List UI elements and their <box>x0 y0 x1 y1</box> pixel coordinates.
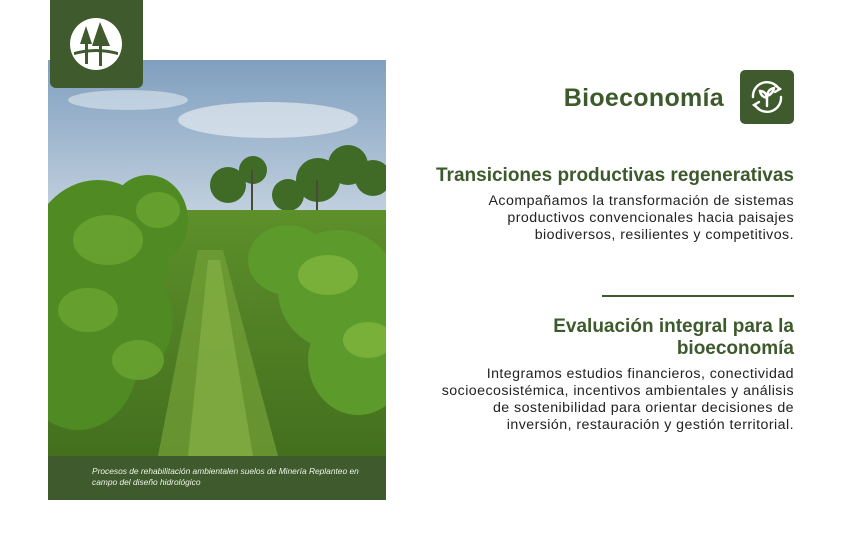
recycle-sprout-icon <box>745 75 789 119</box>
section-title: Evaluación integral para la bioeconomía <box>553 316 794 359</box>
page-title: Bioeconomía <box>563 84 724 112</box>
logo-tab <box>50 0 143 88</box>
section-title: Transiciones productivas regenerativas <box>436 165 794 186</box>
section-regenerative-transitions <box>434 165 794 244</box>
field-landscape-image <box>48 60 386 500</box>
tree-logo-icon <box>66 16 126 72</box>
section-body: Integramos estudios financieros, conectividad socioecosistémica, incentivos ambientales y análisis de sostenibilidad para orientar decisiones de inversión, restauración y gestión territorial. <box>441 366 794 433</box>
photo-caption: Procesos de rehabilitación ambientalen suelos de Minería Replanteo en campo del diseño hidrológico <box>48 456 386 500</box>
field-photo <box>48 60 386 500</box>
section-divider <box>602 295 794 297</box>
section-integral-evaluation <box>434 316 794 434</box>
section-body: Acompañamos la transformación de sistemas productivos convencionales hacia paisajes biodiversos, resilientes y competitivos. <box>488 193 794 243</box>
bioeconomy-badge <box>740 70 794 124</box>
